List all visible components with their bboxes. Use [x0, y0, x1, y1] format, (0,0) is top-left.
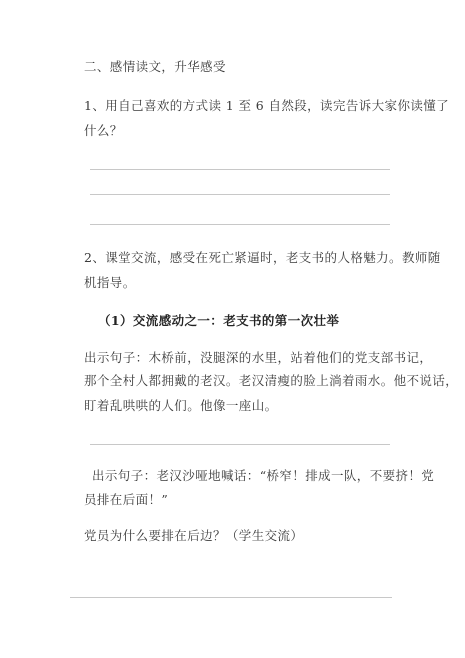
quote-2-line-1: 出示句子：老汉沙哑地喊话：“桥窄！排成一队，不要挤！党 [92, 468, 435, 483]
question-2-line-1: 2、课堂交流，感受在死亡紧逼时，老支书的人格魅力。教师随 [84, 250, 441, 265]
quote-1-line-2: 那个全村人都拥戴的老汉。老汉清瘦的脸上淌着雨水。他不说话， [84, 373, 459, 388]
question-1-line-2: 什么？ [84, 123, 123, 138]
quote-2-line-2: 员排在后面！” [84, 492, 169, 507]
answer-line [90, 224, 390, 225]
page-bottom-line [70, 597, 392, 598]
section-heading: 二、感情读文，升华感受 [84, 59, 226, 74]
quote-1-line-1: 出示句子：木桥前，没腿深的水里，站着他们的党支部书记， [84, 350, 433, 365]
question-1-line-1: 1、用自己喜欢的方式读 1 至 6 自然段，读完告诉大家你读懂了 [84, 98, 450, 113]
sub-heading: （1）交流感动之一：老支书的第一次壮举 [98, 313, 340, 328]
discussion-question: 党员为什么要排在后边？（学生交流） [84, 528, 304, 543]
quote-1-line-3: 盯着乱哄哄的人们。他像一座山。 [84, 398, 278, 413]
answer-line [90, 194, 390, 195]
question-2-line-2: 机指导。 [84, 275, 136, 290]
answer-line [90, 444, 390, 445]
answer-line [90, 169, 390, 170]
